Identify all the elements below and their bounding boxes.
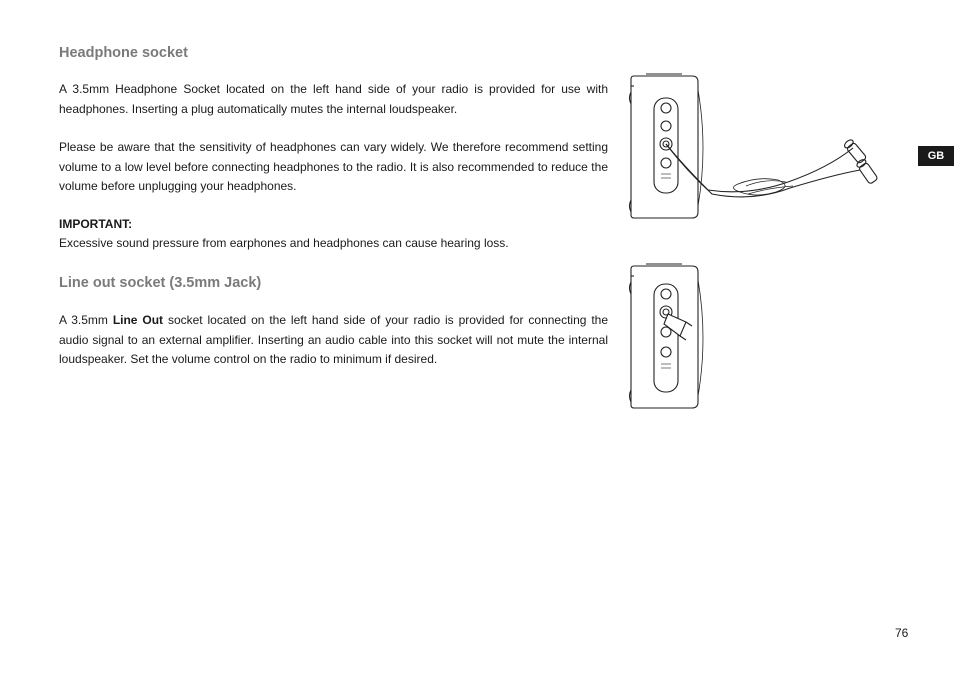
important-text: Excessive sound pressure from earphones and headphones can cause hearing loss.	[59, 236, 509, 250]
heading-headphone-socket: Headphone socket	[59, 45, 188, 61]
headphone-paragraph-1: A 3.5mm Headphone Socket located on the left hand side of your radio is provided for use with headphones. Inserting a plug automatically mutes the internal loudspeaker.	[59, 82, 608, 116]
important-label: IMPORTANT:	[59, 217, 133, 231]
headphone-radio-illustration	[628, 70, 878, 225]
lineout-bold-term: Line Out	[112, 313, 164, 327]
heading-line-out-socket: Line out socket (3.5mm Jack)	[59, 275, 262, 291]
lineout-text-start: A 3.5mm	[59, 313, 113, 327]
page-number: 76	[895, 626, 909, 640]
headphone-paragraph-2: Please be aware that the sensitivity of headphones can vary widely. We therefore recommend setting volume to a low level before connecting headphones to the radio. It is also recommended to reduce the volume before unplugging your headphones.	[59, 140, 608, 194]
lineout-paragraph	[59, 311, 608, 370]
language-tab: GB	[918, 146, 954, 166]
lineout-radio-illustration	[628, 260, 708, 415]
lineout-text-end: socket located on the left hand side of your radio is provided for connecting the audio signal to an external amplifier. Inserting an audio cable into this socket will not mute the internal loudspeaker. Set the volume control on the radio to minimum if desired.	[59, 313, 609, 367]
